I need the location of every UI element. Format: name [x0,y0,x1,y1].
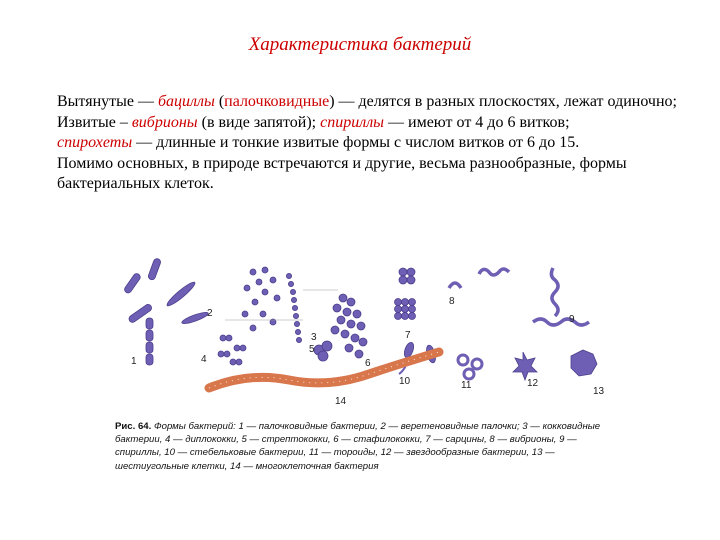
label-13: 13 [593,386,605,397]
term-spirochetes: спирохеты [57,134,133,151]
figure-caption [115,420,615,473]
term-spirilla: спириллы [320,113,384,131]
label-1: 1 [131,356,137,367]
label-5: 5 [309,344,315,355]
label-3: 3 [311,332,317,343]
label-10: 10 [399,376,411,387]
caption-text: Формы бактерий: 1 — палочковидные бактерии, 2 — веретеновидные палочки; 3 — кокковидные бактерии, 4 — диплококки, 5 — стрептококки, 6 — стафилококки, 7 — сарцины, 8 — вибрионы, 9 — спириллы, 10 — стебельковые бактерии, 11 — тороиды, 12 — звездообразные бактерии, 13 — шестиугольные клетки, 14 — многоклеточная бактерия [115,421,601,472]
text-segment: — длинные и тонкие извитые формы с числом витков от 6 до 15. [132,134,580,151]
label-6: 6 [365,358,371,369]
text-segment: ( [214,93,225,110]
bacteria-forms-figure [113,258,613,418]
term-vibrios: вибрионы [131,113,198,131]
text-segment: ) — делятся в разных плоскостях, лежат одиночно; [329,93,677,110]
term-rod-shaped: палочковидные [224,93,330,110]
description-text [57,92,677,195]
label-2: 2 [207,308,213,319]
text-segment: Помимо основных, в природе встречаются и другие, весьма разнообразные, формы бактериальных клеток. [57,154,627,192]
bacteria-illustration [113,258,613,418]
caption-prefix: Рис. 64. [115,421,152,432]
label-9: 9 [569,314,575,325]
text-segment: Извитые – [57,113,132,131]
label-12: 12 [527,378,539,389]
page-title: Характеристика бактерий [248,34,472,55]
text-segment: — имеют от 4 до 6 витков; [384,113,570,131]
label-7: 7 [405,330,411,341]
label-11: 11 [461,380,472,391]
label-14: 14 [335,396,347,407]
text-segment: Вытянутые — [57,93,158,110]
label-4: 4 [201,354,207,365]
term-bacilli: бациллы [157,93,215,110]
text-segment: (в виде запятой); [197,113,321,131]
label-8: 8 [449,296,455,307]
